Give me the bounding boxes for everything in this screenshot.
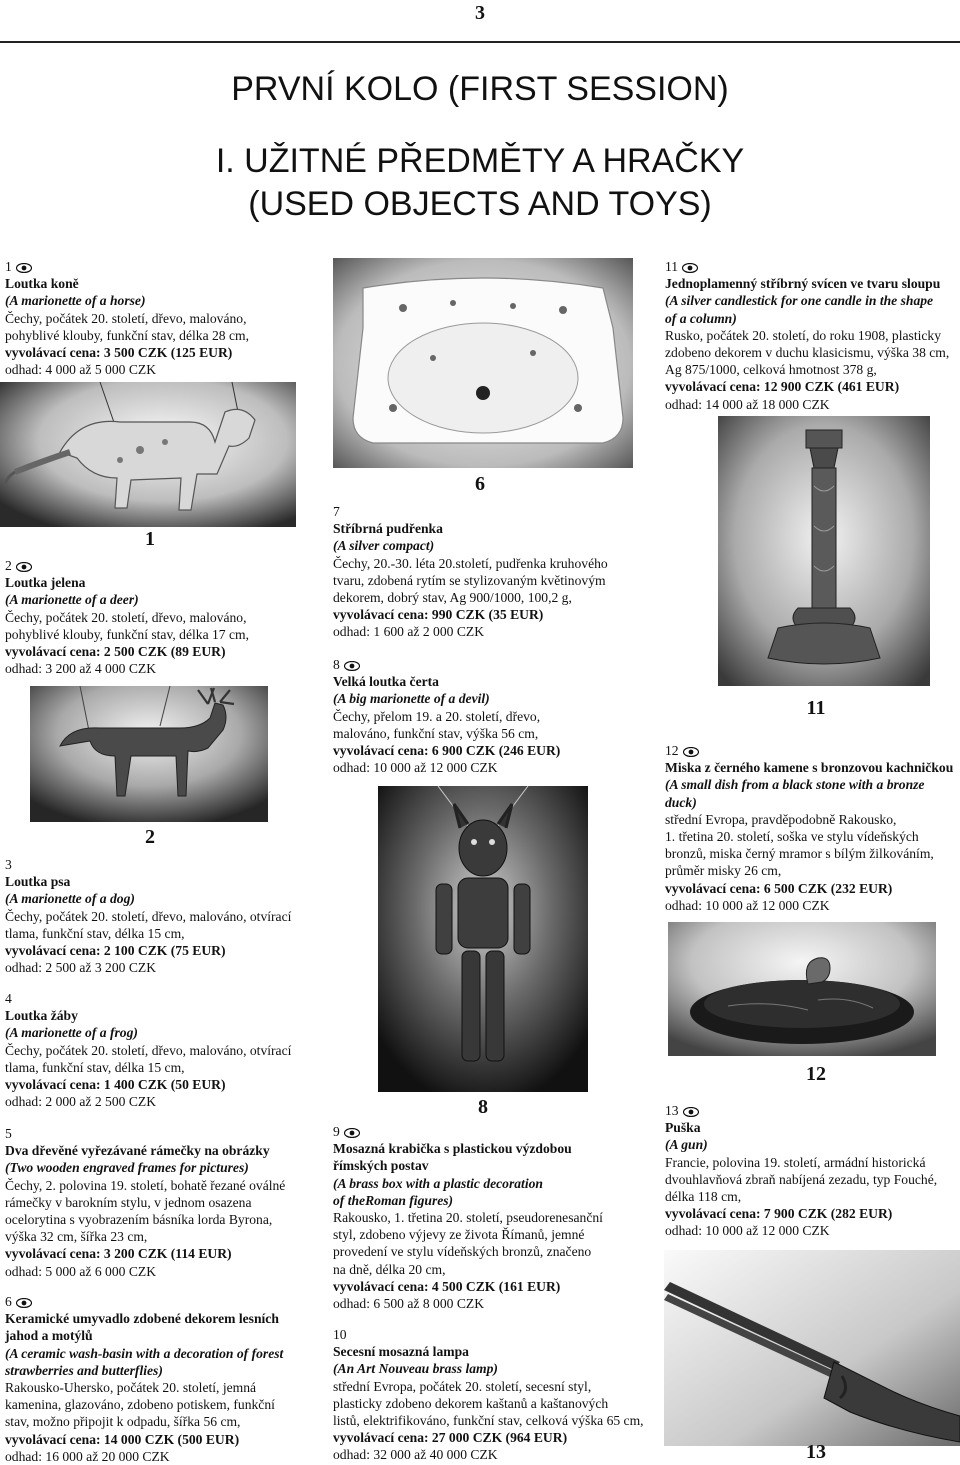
lot-6 <box>5 1293 330 1465</box>
lot-desc: Čechy, 20.-30. léta 20.století, pudřenka kruhového <box>333 555 608 571</box>
eye-icon <box>682 263 698 273</box>
lot-price: vyvolávací cena: 27 000 CZK (964 EUR) <box>333 1430 568 1446</box>
lot-desc: na dně, délka 20 cm, <box>333 1261 446 1277</box>
lot-price: vyvolávací cena: 14 000 CZK (500 EUR) <box>5 1431 240 1447</box>
lot-title: Miska z černého kamene s bronzovou kachničkou <box>665 760 954 776</box>
deer-marionette-photo <box>30 686 268 822</box>
lot-desc: tlama, funkční stav, délka 15 cm, <box>5 1059 185 1075</box>
lot-desc: průměr misky 26 cm, <box>665 863 782 879</box>
lot-estimate: odhad: 2 500 až 3 200 CZK <box>5 960 157 976</box>
lot-9 <box>333 1123 653 1312</box>
lot-title-en: (A gun) <box>665 1137 708 1153</box>
session-title: PRVNÍ KOLO (FIRST SESSION) <box>231 70 729 108</box>
gun-photo <box>664 1250 960 1446</box>
lot-price: vyvolávací cena: 6 500 CZK (232 EUR) <box>665 880 893 896</box>
lot-5 <box>5 1125 330 1280</box>
wash-basin-photo <box>333 258 633 468</box>
photo-label-11: 11 <box>806 697 826 719</box>
lot-number: 4 <box>5 991 12 1006</box>
lot-title-en: (A marionette of a deer) <box>5 592 139 608</box>
lot-estimate: odhad: 14 000 až 18 000 CZK <box>665 396 830 412</box>
lot-title: Loutka koně <box>5 276 79 292</box>
eye-icon <box>344 661 360 671</box>
candlestick-photo <box>718 416 930 686</box>
eye-icon <box>683 747 699 757</box>
stone-dish-photo <box>668 922 936 1056</box>
lot-desc: výška 32 cm, šířka 23 cm, <box>5 1229 148 1245</box>
lot-13 <box>665 1102 960 1240</box>
lot-title-en: (A marionette of a frog) <box>5 1025 138 1041</box>
lot-number: 7 <box>333 504 340 519</box>
lot-price: vyvolávací cena: 2 100 CZK (75 EUR) <box>5 943 226 959</box>
lot-title: Mosazná krabička s plastickou výzdobou <box>333 1141 572 1157</box>
photo-label-8: 8 <box>478 1096 488 1118</box>
lot-desc: Čechy, 2. polovina 19. století, bohatě řezané oválné <box>5 1177 286 1193</box>
lot-title-en-cont: strawberries and butterflies) <box>5 1362 163 1378</box>
lot-number: 13 <box>665 1103 679 1118</box>
lot-desc: pohyblivé klouby, funkční stav, délka 17 cm, <box>5 626 250 642</box>
lot-desc: Rusko, počátek 20. století, do roku 1908, plasticky <box>665 327 941 343</box>
category-title: I. UŽITNÉ PŘEDMĚTY A HRAČKY <box>215 142 745 180</box>
lot-title-en: (A brass box with a plastic decoration <box>333 1175 543 1191</box>
lot-desc: tlama, funkční stav, délka 15 cm, <box>5 925 185 941</box>
lot-12 <box>665 742 960 914</box>
lot-desc: tvaru, zdobená rytím se stylizovaným květinovým <box>333 572 606 588</box>
lot-desc: dekorem, dobrý stav, Ag 900/1000, 100,2 g, <box>333 590 572 606</box>
eye-icon <box>683 1107 699 1117</box>
lot-desc: ocelorytina s vyobrazením básníka lorda Byrona, <box>5 1212 273 1228</box>
lot-2 <box>5 557 325 677</box>
lot-desc: rámečky v barokním stylu, v jednom osazena <box>5 1194 252 1210</box>
lot-desc: provedení ve stylu vídeňských bronzů, značeno <box>333 1244 592 1260</box>
devil-marionette-photo <box>378 786 588 1092</box>
lot-title-en: (A small dish from a black stone with a bronze <box>665 777 925 793</box>
lot-title-en: (A ceramic wash-basin with a decoration of forest <box>5 1345 284 1361</box>
eye-icon <box>16 1298 32 1308</box>
lot-number: 10 <box>333 1327 347 1342</box>
lot-title: Loutka žáby <box>5 1008 78 1024</box>
photo-label-13: 13 <box>806 1441 826 1463</box>
lot-title-en: (A silver compact) <box>333 538 435 554</box>
lot-number: 9 <box>333 1124 340 1139</box>
lot-estimate: odhad: 5 000 až 6 000 CZK <box>5 1263 157 1279</box>
lot-price: vyvolávací cena: 6 900 CZK (246 EUR) <box>333 743 561 759</box>
lot-title-en-cont: of theRoman figures) <box>333 1192 454 1208</box>
lot-price: vyvolávací cena: 7 900 CZK (282 EUR) <box>665 1206 893 1222</box>
lot-title-en: (A marionette of a horse) <box>5 293 146 309</box>
lot-desc: 1. třetina 20. století, soška ve stylu vídeňských <box>665 829 919 845</box>
photo-label-1: 1 <box>145 528 155 550</box>
lot-desc: bronzů, miska černý mramor s bílým žilkováním, <box>665 846 934 862</box>
lot-number: 6 <box>5 1294 12 1309</box>
lot-title-en: (Two wooden engraved frames for pictures) <box>5 1160 249 1176</box>
lot-price: vyvolávací cena: 1 400 CZK (50 EUR) <box>5 1077 226 1093</box>
lot-desc: listů, elektrifikováno, funkční stav, celková výška 65 cm, <box>333 1413 644 1429</box>
eye-icon <box>16 562 32 572</box>
lot-desc: dvouhlavňová zbraň nabíjená zezadu, typ Fouché, <box>665 1171 938 1187</box>
eye-icon <box>16 263 32 273</box>
lot-number: 3 <box>5 857 12 872</box>
lot-desc: Čechy, počátek 20. století, dřevo, malováno, <box>5 310 247 326</box>
lot-desc: pohyblivé klouby, funkční stav, délka 28 cm, <box>5 327 250 343</box>
lot-desc: Čechy, přelom 19. a 20. století, dřevo, <box>333 708 541 724</box>
lot-10 <box>333 1326 653 1464</box>
lot-title: Puška <box>665 1120 701 1136</box>
lot-title-en: (A marionette of a dog) <box>5 891 135 907</box>
lot-title-en: (An Art Nouveau brass lamp) <box>333 1361 498 1377</box>
eye-icon <box>344 1128 360 1138</box>
lot-title-en-cont: of a column) <box>665 310 737 326</box>
lot-title-en: (A big marionette of a devil) <box>333 691 490 707</box>
lot-desc: střední Evropa, počátek 20. století, secesní styl, <box>333 1378 592 1394</box>
lot-desc: střední Evropa, pravděpodobně Rakousko, <box>665 811 897 827</box>
lot-desc: kamenina, glazováno, zdobeno potiskem, funkční <box>5 1397 275 1413</box>
lot-desc: zdobeno dekorem v duchu klasicismu, výška 38 cm, <box>665 345 950 361</box>
lot-desc: styl, zdobeno výjevy ze života Římanů, jemné <box>333 1227 585 1243</box>
lot-estimate: odhad: 1 600 až 2 000 CZK <box>333 624 485 640</box>
lot-number: 11 <box>665 259 679 274</box>
lot-4 <box>5 990 330 1110</box>
lot-desc: plasticky zdobeno dekorem kaštanů a kaštanových <box>333 1395 609 1411</box>
lot-title: Velká loutka čerta <box>333 674 439 690</box>
lot-title: Secesní mosazná lampa <box>333 1344 469 1360</box>
lot-title-cont: jahod a motýlů <box>5 1328 93 1344</box>
lot-desc: Čechy, počátek 20. století, dřevo, malováno, otvírací <box>5 1042 292 1058</box>
lot-desc: stav, možno připojit k odpadu, šířka 56 cm, <box>5 1414 241 1430</box>
lot-title: Jednoplamenný stříbrný svícen ve tvaru sloupu <box>665 276 941 292</box>
lot-11 <box>665 258 960 413</box>
lot-desc: malováno, funkční stav, výška 56 cm, <box>333 725 539 741</box>
lot-estimate: odhad: 10 000 až 12 000 CZK <box>665 1223 830 1239</box>
lot-number: 8 <box>333 657 340 672</box>
horse-marionette-photo <box>0 382 296 527</box>
lot-3 <box>5 856 330 976</box>
lot-price: vyvolávací cena: 3 200 CZK (114 EUR) <box>5 1246 232 1262</box>
lot-title: Loutka psa <box>5 874 71 890</box>
lot-desc: Rakousko, 1. třetina 20. století, pseudorenesanční <box>333 1210 603 1226</box>
photo-label-12: 12 <box>806 1063 826 1085</box>
lot-number: 5 <box>5 1126 12 1141</box>
page-number: 3 <box>475 2 485 24</box>
lot-title: Keramické umyvadlo zdobené dekorem lesních <box>5 1311 279 1327</box>
lot-title: Stříbrná pudřenka <box>333 521 443 537</box>
lot-1 <box>5 258 325 378</box>
lot-estimate: odhad: 32 000 až 40 000 CZK <box>333 1447 498 1463</box>
header-rule <box>0 41 960 43</box>
lot-title: Dva dřevěné vyřezávané rámečky na obrázky <box>5 1143 270 1159</box>
lot-desc: délka 118 cm, <box>665 1189 742 1205</box>
lot-number: 12 <box>665 743 679 758</box>
lot-7 <box>333 503 653 641</box>
lot-price: vyvolávací cena: 12 900 CZK (461 EUR) <box>665 379 900 395</box>
lot-title-en: (A silver candlestick for one candle in the shape <box>665 293 934 309</box>
lot-desc: Ag 875/1000, celková hmotnost 378 g, <box>665 362 877 378</box>
lot-title-cont: římských postav <box>333 1158 429 1174</box>
lot-price: vyvolávací cena: 4 500 CZK (161 EUR) <box>333 1278 561 1294</box>
lot-estimate: odhad: 3 200 až 4 000 CZK <box>5 661 157 677</box>
lot-number: 2 <box>5 558 12 573</box>
photo-label-2: 2 <box>145 826 155 848</box>
lot-estimate: odhad: 4 000 až 5 000 CZK <box>5 362 157 378</box>
lot-price: vyvolávací cena: 3 500 CZK (125 EUR) <box>5 345 233 361</box>
lot-title-en-cont: duck) <box>665 794 697 810</box>
lot-price: vyvolávací cena: 990 CZK (35 EUR) <box>333 607 544 623</box>
lot-estimate: odhad: 10 000 až 12 000 CZK <box>333 760 498 776</box>
lot-desc: Francie, polovina 19. století, armádní historická <box>665 1154 926 1170</box>
lot-price: vyvolávací cena: 2 500 CZK (89 EUR) <box>5 644 226 660</box>
category-title-en: (USED OBJECTS AND TOYS) <box>248 185 712 223</box>
lot-desc: Rakousko-Uhersko, počátek 20. století, jemná <box>5 1380 257 1396</box>
lot-desc: Čechy, počátek 20. století, dřevo, malováno, otvírací <box>5 908 292 924</box>
photo-label-6: 6 <box>475 473 485 495</box>
lot-estimate: odhad: 10 000 až 12 000 CZK <box>665 897 830 913</box>
lot-estimate: odhad: 16 000 až 20 000 CZK <box>5 1448 170 1464</box>
lot-8 <box>333 656 653 776</box>
lot-number: 1 <box>5 259 12 274</box>
lot-estimate: odhad: 6 500 až 8 000 CZK <box>333 1296 485 1312</box>
lot-desc: Čechy, počátek 20. století, dřevo, malováno, <box>5 609 247 625</box>
lot-estimate: odhad: 2 000 až 2 500 CZK <box>5 1094 157 1110</box>
lot-title: Loutka jelena <box>5 575 86 591</box>
